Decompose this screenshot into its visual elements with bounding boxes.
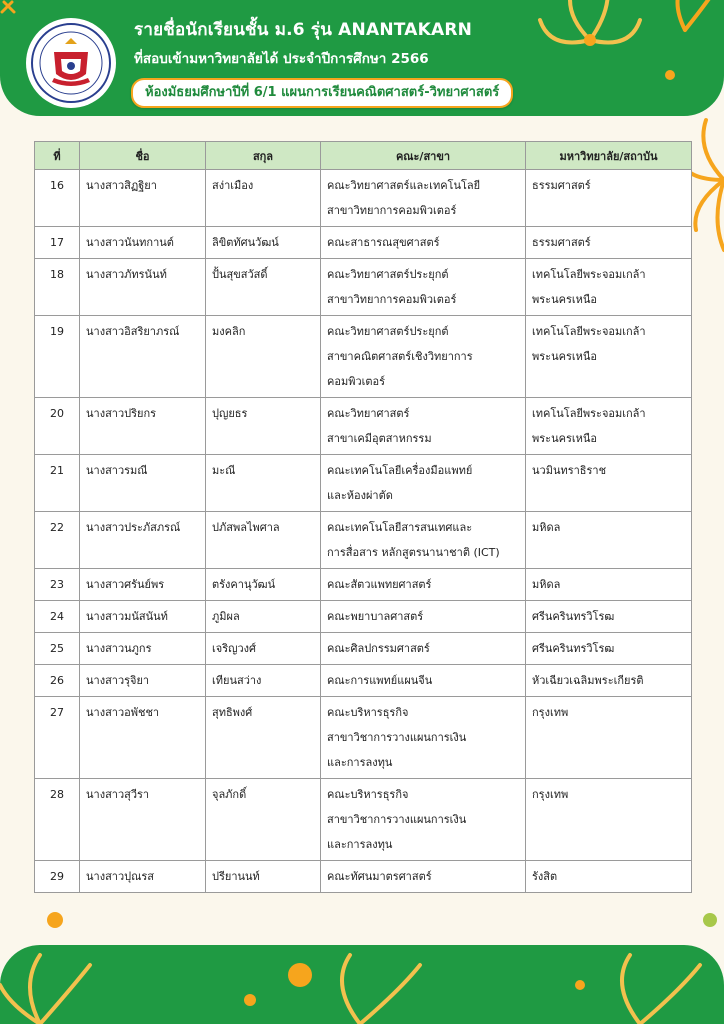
row-number: 20 [35, 398, 80, 455]
row-number: 16 [35, 170, 80, 227]
student-first-name: นางสาวอิสริยาภรณ์ [80, 316, 206, 398]
faculty-cell [321, 665, 526, 697]
table-row [35, 665, 692, 697]
faculty-line: คณะบริหารธุรกิจ [327, 706, 409, 719]
row-number: 25 [35, 633, 80, 665]
faculty-line: คณะสัตวแพทยศาสตร์ [327, 578, 432, 591]
table-row [35, 259, 692, 316]
column-header-number: ที่ [35, 142, 80, 170]
table-row [35, 697, 692, 779]
student-last-name: มะณี [206, 455, 321, 512]
student-first-name: นางสาวรมณี [80, 455, 206, 512]
student-last-name: ปั้นสุขสวัสดิ์ [206, 259, 321, 316]
student-last-name: มงคลิก [206, 316, 321, 398]
university-line: นวมินทราธิราช [532, 464, 607, 477]
university-cell [526, 259, 692, 316]
faculty-cell [321, 779, 526, 861]
faculty-cell [321, 633, 526, 665]
university-line: เทคโนโลยีพระจอมเกล้า [532, 407, 646, 420]
faculty-line: คณะวิทยาศาสตร์ประยุกต์ [327, 268, 449, 281]
university-cell [526, 697, 692, 779]
student-first-name: นางสาวอพัชชา [80, 697, 206, 779]
faculty-line: คณะวิทยาศาสตร์และเทคโนโลยี [327, 179, 481, 192]
university-line: เทคโนโลยีพระจอมเกล้า [532, 325, 646, 338]
faculty-line: สาขาวิชาการวางแผนการเงิน [327, 731, 467, 744]
column-header-faculty: คณะ/สาขา [321, 142, 526, 170]
university-line: ศรีนครินทรวิโรฒ [532, 610, 615, 623]
university-cell [526, 316, 692, 398]
student-table [34, 141, 692, 893]
student-last-name: จุลภักดิ์ [206, 779, 321, 861]
table-row [35, 779, 692, 861]
faculty-line: คณะการแพทย์แผนจีน [327, 674, 433, 687]
university-cell [526, 861, 692, 893]
leaf-decoration-icon [690, 905, 724, 935]
faculty-line: คอมพิวเตอร์ [327, 375, 386, 388]
table-row [35, 861, 692, 893]
row-number: 18 [35, 259, 80, 316]
student-first-name: นางสาวปริยกร [80, 398, 206, 455]
faculty-cell [321, 861, 526, 893]
table-header-row [35, 142, 692, 170]
university-cell [526, 398, 692, 455]
faculty-cell [321, 569, 526, 601]
university-cell [526, 569, 692, 601]
row-number: 17 [35, 227, 80, 259]
university-cell [526, 665, 692, 697]
column-header-university: มหาวิทยาลัย/สถาบัน [526, 142, 692, 170]
faculty-line: คณะศิลปกรรมศาสตร์ [327, 642, 430, 655]
faculty-line: สาขาคณิตศาสตร์เชิงวิทยาการ [327, 350, 473, 363]
faculty-line: คณะพยาบาลศาสตร์ [327, 610, 424, 623]
row-number: 29 [35, 861, 80, 893]
page-title: รายชื่อนักเรียนชั้น ม.6 รุ่น ANANTAKARN [134, 20, 473, 40]
table-row [35, 601, 692, 633]
student-first-name: นางสาวนันทกานต์ [80, 227, 206, 259]
university-line: กรุงเทพ [532, 706, 569, 719]
student-last-name: ปรียานนท์ [206, 861, 321, 893]
row-number: 28 [35, 779, 80, 861]
faculty-line: คณะบริหารธุรกิจ [327, 788, 409, 801]
student-first-name: นางสาวมนัสนันท์ [80, 601, 206, 633]
student-first-name: นางสาวปุณรส [80, 861, 206, 893]
row-number: 23 [35, 569, 80, 601]
university-line: พระนครเหนือ [532, 350, 597, 363]
faculty-line: คณะเทคโนโลยีสารสนเทศและ [327, 521, 473, 534]
university-line: พระนครเหนือ [532, 293, 597, 306]
table-row [35, 398, 692, 455]
student-first-name: นางสาวภัทรนันท์ [80, 259, 206, 316]
university-line: ธรรมศาสตร์ [532, 179, 591, 192]
university-cell [526, 227, 692, 259]
column-header-surname: สกุล [206, 142, 321, 170]
school-emblem-icon [30, 22, 112, 104]
student-last-name: ลิขิตทัศนวัฒน์ [206, 227, 321, 259]
dot-decoration-icon [40, 905, 70, 935]
student-last-name: ภูมิผล [206, 601, 321, 633]
university-cell [526, 779, 692, 861]
faculty-cell [321, 601, 526, 633]
footer-flower-icon [0, 945, 724, 1024]
student-first-name: นางสาวสุวีรา [80, 779, 206, 861]
table-body [35, 170, 692, 893]
table-row [35, 170, 692, 227]
student-last-name: ปุญยธร [206, 398, 321, 455]
faculty-line: สาขาวิทยาการคอมพิวเตอร์ [327, 204, 457, 217]
university-cell [526, 170, 692, 227]
university-line: หัวเฉียวเฉลิมพระเกียรติ [532, 674, 644, 687]
student-last-name: สุทธิพงศ์ [206, 697, 321, 779]
row-number: 27 [35, 697, 80, 779]
university-cell [526, 633, 692, 665]
university-cell [526, 455, 692, 512]
faculty-line: คณะสาธารณสุขศาสตร์ [327, 236, 440, 249]
flower-decoration-icon [520, 0, 720, 100]
university-line: รังสิต [532, 870, 558, 883]
faculty-line: และห้องผ่าตัด [327, 489, 393, 502]
university-line: มหิดล [532, 521, 561, 534]
faculty-line: และการลงทุน [327, 838, 393, 851]
faculty-line: สาขาวิทยาการคอมพิวเตอร์ [327, 293, 457, 306]
table-row [35, 569, 692, 601]
header-banner [0, 0, 724, 116]
university-line: ศรีนครินทรวิโรฒ [532, 642, 615, 655]
faculty-cell [321, 259, 526, 316]
faculty-cell [321, 227, 526, 259]
table-row [35, 227, 692, 259]
student-last-name: สง่าเมือง [206, 170, 321, 227]
student-last-name: เจริญวงศ์ [206, 633, 321, 665]
row-number: 19 [35, 316, 80, 398]
university-line: เทคโนโลยีพระจอมเกล้า [532, 268, 646, 281]
student-first-name: นางสาวประภัสภรณ์ [80, 512, 206, 569]
university-line: มหิดล [532, 578, 561, 591]
faculty-line: สาขาเคมีอุตสาหกรรม [327, 432, 432, 445]
faculty-cell [321, 316, 526, 398]
student-last-name: ปภัสพลไพศาล [206, 512, 321, 569]
faculty-cell [321, 697, 526, 779]
page-subtitle: ที่สอบเข้ามหาวิทยาลัยได้ ประจำปีการศึกษา 2566 [134, 51, 429, 67]
faculty-cell [321, 398, 526, 455]
faculty-line: คณะวิทยาศาสตร์ประยุกต์ [327, 325, 449, 338]
faculty-cell [321, 455, 526, 512]
table-row [35, 455, 692, 512]
university-cell [526, 512, 692, 569]
column-header-name: ชื่อ [80, 142, 206, 170]
university-line: กรุงเทพ [532, 788, 569, 801]
faculty-cell [321, 170, 526, 227]
footer-banner [0, 945, 724, 1024]
student-first-name: นางสาวรุจิยา [80, 665, 206, 697]
row-number: 21 [35, 455, 80, 512]
row-number: 24 [35, 601, 80, 633]
row-number: 26 [35, 665, 80, 697]
table-row [35, 633, 692, 665]
student-last-name: ตรังคานุวัฒน์ [206, 569, 321, 601]
school-logo [26, 18, 116, 108]
row-number: 22 [35, 512, 80, 569]
faculty-line: สาขาวิชาการวางแผนการเงิน [327, 813, 467, 826]
student-last-name: เทียนสว่าง [206, 665, 321, 697]
faculty-line: การสื่อสาร หลักสูตรนานาชาติ (ICT) [327, 546, 500, 559]
faculty-line: และการลงทุน [327, 756, 393, 769]
faculty-cell [321, 512, 526, 569]
table-row [35, 316, 692, 398]
class-label-badge: ห้องมัธยมศึกษาปีที่ 6/1 แผนการเรียนคณิตศาสตร์-วิทยาศาสตร์ [131, 78, 513, 108]
university-line: พระนครเหนือ [532, 432, 597, 445]
student-first-name: นางสาวนภูกร [80, 633, 206, 665]
faculty-line: คณะวิทยาศาสตร์ [327, 407, 410, 420]
university-line: ธรรมศาสตร์ [532, 236, 591, 249]
sparkle-icon [0, 0, 30, 30]
university-cell [526, 601, 692, 633]
student-first-name: นางสาวศรันย์พร [80, 569, 206, 601]
faculty-line: คณะเทคโนโลยีเครื่องมือแพทย์ [327, 464, 473, 477]
table-row [35, 512, 692, 569]
student-first-name: นางสาวสิฏฐิยา [80, 170, 206, 227]
faculty-line: คณะทัศนมาตรศาสตร์ [327, 870, 432, 883]
